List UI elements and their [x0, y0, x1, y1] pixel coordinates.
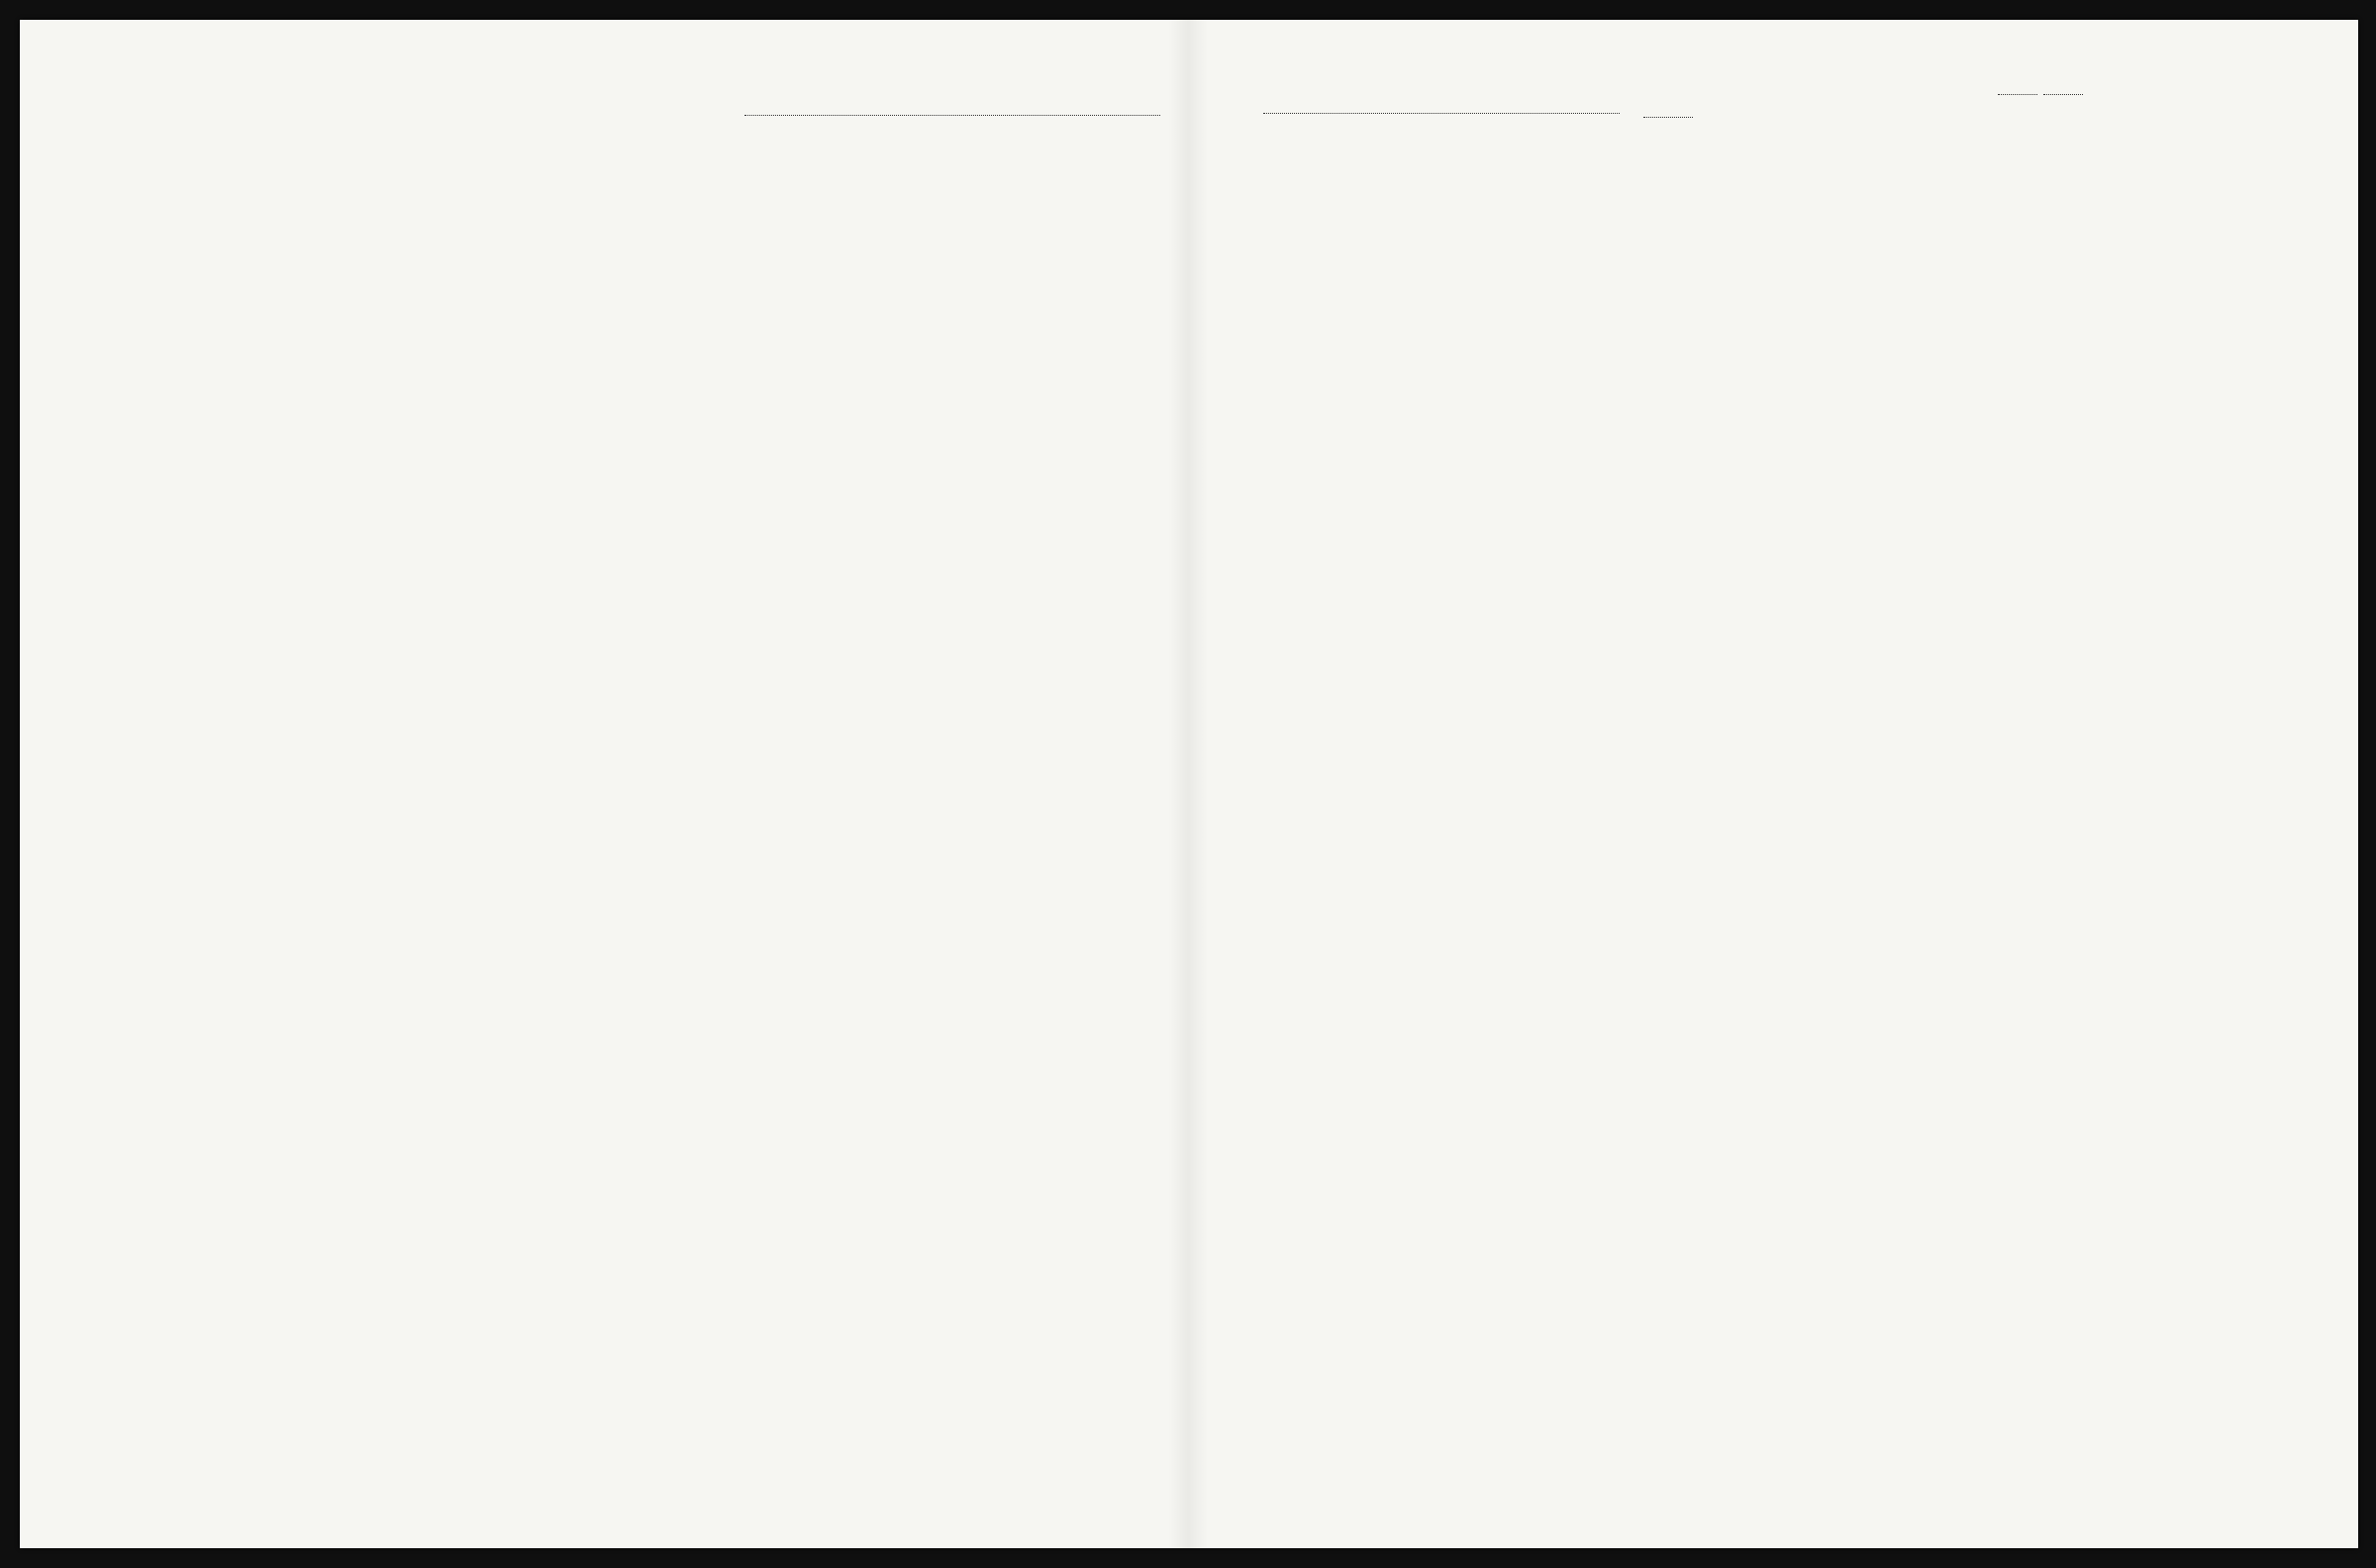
attendance-form-sheet [20, 20, 2358, 1548]
attendance-table [20, 20, 2358, 1548]
